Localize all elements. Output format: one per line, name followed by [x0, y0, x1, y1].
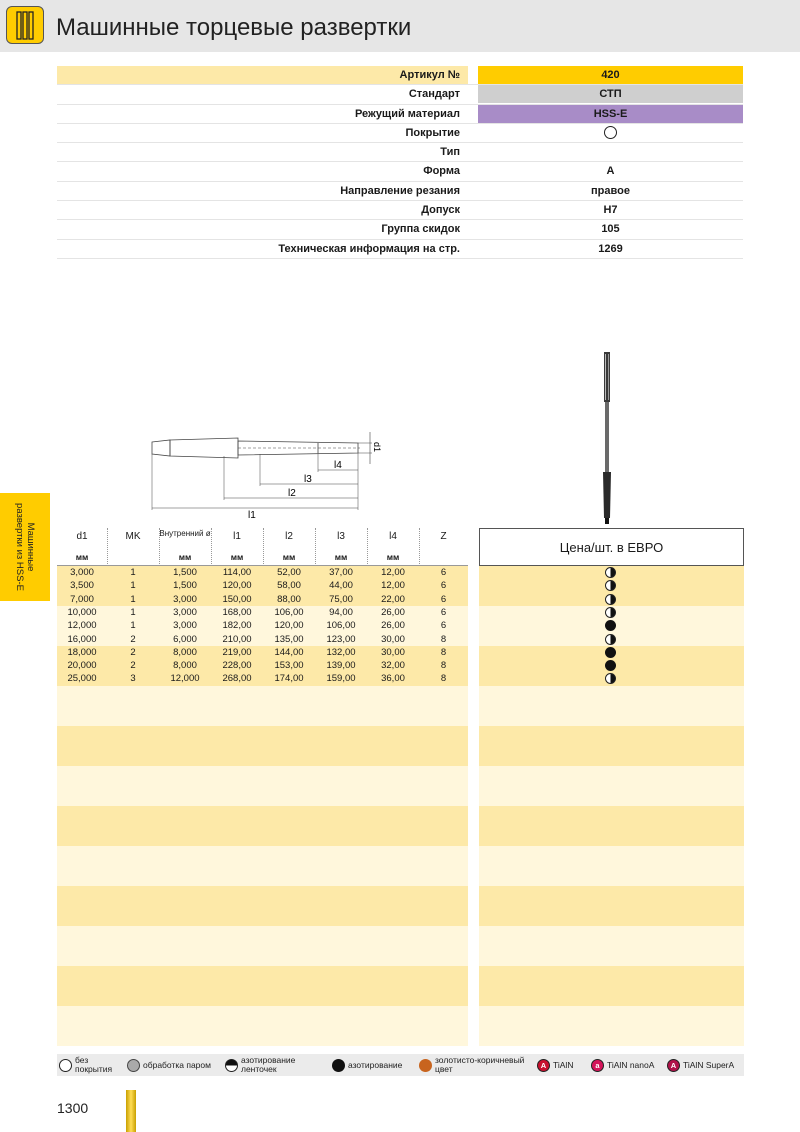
- legend-label: TiAlN nanoA: [607, 1059, 655, 1070]
- table-cell: 8,000: [173, 646, 197, 658]
- spec-label: Покрытие: [405, 126, 460, 139]
- unit-cell: [107, 548, 159, 565]
- table-cell: 3: [130, 673, 136, 685]
- tialn-icon: A: [537, 1059, 550, 1072]
- table-cell: 12,000: [170, 673, 200, 685]
- row-band: [57, 846, 468, 886]
- table-row: [57, 593, 468, 606]
- table-row: [57, 619, 468, 632]
- table-cell: 3,000: [70, 567, 94, 578]
- page-header: [0, 0, 800, 52]
- coating-legend: [57, 1054, 744, 1076]
- col-z: Z: [440, 531, 447, 542]
- table-cell: 135,00: [274, 633, 304, 645]
- table-cell: 228,00: [222, 660, 252, 672]
- dim-label-d1: d1: [372, 442, 382, 453]
- partial-stock-icon: [605, 580, 616, 591]
- table-cell: 22,00: [381, 593, 405, 605]
- price-band: [479, 886, 744, 926]
- table-cell: 12,00: [381, 567, 405, 578]
- table-cell: 16,000: [67, 633, 97, 645]
- legend-label: без покрытия: [75, 1055, 113, 1074]
- price-body: [479, 566, 744, 1046]
- table-cell: 210,00: [222, 633, 252, 645]
- section-tab[interactable]: [0, 493, 50, 601]
- table-cell: 8,000: [173, 660, 197, 672]
- in-stock-icon: [605, 647, 616, 658]
- spec-row-form: [57, 162, 743, 181]
- spec-label: Допуск: [421, 204, 460, 217]
- price-row[interactable]: [479, 646, 744, 659]
- partial-stock-icon: [605, 594, 616, 605]
- table-cell: 3,000: [173, 606, 197, 618]
- table-cell: 44,00: [329, 580, 353, 592]
- table-cell: 6,000: [173, 633, 197, 645]
- spec-row-direction: [57, 182, 743, 201]
- spec-value: А: [606, 165, 615, 178]
- band-nitriding-icon: [225, 1059, 238, 1072]
- legend-label: азотирование: [348, 1059, 403, 1070]
- legend-item-tialn: [537, 1054, 573, 1076]
- table-cell: 1,500: [173, 567, 197, 578]
- price-band: [479, 766, 744, 806]
- section-tab-label: Машинные развертки из HSS-E: [14, 503, 36, 591]
- table-cell: 174,00: [274, 673, 304, 685]
- table-header: [57, 528, 468, 548]
- table-cell: 2: [130, 660, 136, 672]
- table-cell: 58,00: [277, 580, 301, 592]
- table-cell: 20,000: [67, 660, 97, 672]
- dim-label-l1: l1: [248, 510, 256, 521]
- table-cell: 150,00: [222, 593, 252, 605]
- table-cell: 2: [130, 646, 136, 658]
- table-cell: 6: [440, 580, 447, 592]
- price-band: [479, 1006, 744, 1046]
- spec-value: 1269: [598, 242, 623, 255]
- table-cell: 268,00: [222, 673, 252, 685]
- table-cell: 1: [130, 620, 136, 632]
- dimensions-table: [57, 528, 468, 1046]
- table-cell: 1: [130, 606, 136, 618]
- unit-cell: мм: [282, 552, 296, 562]
- price-band: [479, 926, 744, 966]
- table-cell: 219,00: [222, 646, 252, 658]
- row-band: [57, 966, 468, 1006]
- price-band: [479, 686, 744, 726]
- col-inner: Внутренний ø: [159, 529, 211, 538]
- no-coating-icon: [59, 1059, 72, 1072]
- price-row[interactable]: [479, 579, 744, 592]
- spec-value: правое: [591, 184, 630, 197]
- no-coating-icon: [604, 126, 617, 139]
- price-row[interactable]: [479, 659, 744, 672]
- spec-label: Артикул №: [57, 66, 468, 84]
- price-band: [479, 966, 744, 1006]
- price-column: [479, 528, 744, 1046]
- partial-stock-icon: [605, 634, 616, 645]
- price-row[interactable]: [479, 619, 744, 632]
- price-band: [479, 726, 744, 766]
- table-cell: 36,00: [381, 673, 405, 685]
- partial-stock-icon: [605, 607, 616, 618]
- table-cell: 144,00: [274, 646, 304, 658]
- table-cell: 25,000: [67, 673, 97, 685]
- table-cell: 168,00: [222, 606, 252, 618]
- spec-row-tolerance: [57, 201, 743, 220]
- table-cell: 94,00: [329, 606, 353, 618]
- table-cell: 12,00: [381, 580, 405, 592]
- table-cell: 1: [130, 580, 136, 592]
- col-l2: l2: [285, 531, 293, 542]
- col-l1: l1: [233, 531, 241, 542]
- table-row: [57, 633, 468, 646]
- price-row[interactable]: [479, 593, 744, 606]
- row-band: [57, 886, 468, 926]
- legend-item-band: [225, 1054, 295, 1076]
- legend-item-none: [59, 1054, 112, 1076]
- spec-row-techinfo: [57, 240, 743, 259]
- spec-row-coating: [57, 124, 743, 143]
- table-cell: 88,00: [277, 593, 301, 605]
- page-bar: [126, 1090, 136, 1132]
- table-cell: 159,00: [326, 673, 356, 685]
- table-cell: 8: [440, 646, 447, 658]
- table-cell: 7,000: [70, 593, 94, 605]
- table-cell: 153,00: [274, 660, 304, 672]
- price-band: [479, 846, 744, 886]
- legend-label: обработка паром: [143, 1059, 211, 1070]
- price-row[interactable]: [479, 566, 744, 579]
- spec-row-material: [57, 105, 743, 124]
- table-cell: 6: [440, 593, 447, 605]
- table-cell: 26,00: [381, 620, 405, 632]
- table-row: [57, 579, 468, 592]
- table-row: [57, 566, 468, 579]
- price-row[interactable]: [479, 672, 744, 685]
- row-band: [57, 766, 468, 806]
- table-cell: 10,000: [67, 606, 97, 618]
- row-band: [57, 726, 468, 766]
- price-row[interactable]: [479, 606, 744, 619]
- nitriding-icon: [332, 1059, 345, 1072]
- in-stock-icon: [605, 620, 616, 631]
- spec-value: СТП: [478, 85, 743, 103]
- legend-item-steam: [127, 1054, 211, 1076]
- spec-label: Стандарт: [408, 88, 460, 101]
- table-cell: 139,00: [326, 660, 356, 672]
- spec-row-article: [57, 66, 743, 85]
- table-cell: 6: [440, 620, 447, 632]
- table-row: [57, 606, 468, 619]
- spec-value: [478, 143, 743, 161]
- table-cell: 75,00: [329, 593, 353, 605]
- in-stock-icon: [605, 660, 616, 671]
- row-band: [57, 926, 468, 966]
- table-cell: 106,00: [326, 620, 356, 632]
- page-number: 1300: [57, 1100, 89, 1116]
- spec-label: Форма: [423, 165, 460, 178]
- table-cell: 18,000: [67, 646, 97, 658]
- table-cell: 106,00: [274, 606, 304, 618]
- unit-cell: мм: [75, 552, 89, 562]
- table-cell: 8: [440, 660, 447, 672]
- legend-label: TiAlN: [553, 1059, 574, 1070]
- price-band: [479, 806, 744, 846]
- table-cell: 3,000: [173, 620, 197, 632]
- table-cell: 123,00: [326, 633, 356, 645]
- table-row: [57, 659, 468, 672]
- col-d1: d1: [76, 531, 88, 542]
- table-cell: 30,00: [381, 633, 405, 645]
- spec-table: [57, 66, 743, 259]
- reamer-photo: [596, 352, 618, 524]
- table-row: [57, 646, 468, 659]
- price-header: Цена/шт. в ЕВРО: [479, 528, 744, 566]
- spec-value: HSS-E: [478, 105, 743, 123]
- legend-item-nitr: [332, 1054, 402, 1076]
- table-cell: 182,00: [222, 620, 252, 632]
- spec-value: 105: [601, 223, 620, 236]
- gold-coating-icon: [419, 1059, 432, 1072]
- col-mk: MK: [125, 531, 141, 542]
- table-cell: 132,00: [326, 646, 356, 658]
- partial-stock-icon: [605, 567, 616, 578]
- spec-label: Направление резания: [340, 184, 460, 197]
- table-cell: 3,000: [173, 593, 197, 605]
- legend-item-tialn-nano: [591, 1054, 654, 1076]
- unit-cell: мм: [230, 552, 244, 562]
- dim-label-l4: l4: [334, 460, 342, 471]
- table-cell: 2: [130, 633, 136, 645]
- legend-item-gold: [419, 1054, 524, 1076]
- table-cell: 12,000: [67, 620, 97, 632]
- table-cell: 32,00: [381, 660, 405, 672]
- unit-cell: [419, 548, 468, 565]
- spec-value: H7: [603, 204, 618, 217]
- table-row: [57, 672, 468, 685]
- spec-value: 420: [478, 66, 743, 84]
- legend-item-tialn-super: [667, 1054, 734, 1076]
- spec-row-standard: [57, 85, 743, 104]
- legend-label: золотисто-коричневый цвет: [435, 1055, 525, 1074]
- spec-row-type: [57, 143, 743, 162]
- table-cell: 30,00: [381, 646, 405, 658]
- col-l3: l3: [337, 531, 345, 542]
- spec-label: Тип: [440, 146, 460, 159]
- table-cell: 8: [440, 673, 447, 685]
- partial-stock-icon: [605, 673, 616, 684]
- reamer-drawing: [148, 428, 382, 521]
- table-cell: 26,00: [381, 606, 405, 618]
- tialn-super-icon: A: [667, 1059, 680, 1072]
- col-l4: l4: [389, 531, 397, 542]
- table-cell: 6: [440, 606, 447, 618]
- table-cell: 6: [440, 567, 447, 578]
- unit-cell: мм: [178, 552, 192, 562]
- table-cell: 1,500: [173, 580, 197, 592]
- row-band: [57, 806, 468, 846]
- tialn-nano-icon: a: [591, 1059, 604, 1072]
- table-body: [57, 566, 468, 1046]
- table-cell: 114,00: [222, 567, 252, 578]
- unit-cell: мм: [334, 552, 348, 562]
- steam-treatment-icon: [127, 1059, 140, 1072]
- spec-label: Техническая информация на стр.: [278, 242, 460, 255]
- reamer-icon: [6, 6, 44, 44]
- table-cell: 1: [130, 593, 136, 605]
- spec-label: Группа скидок: [381, 223, 460, 236]
- table-cell: 120,00: [274, 620, 304, 632]
- unit-cell: мм: [386, 552, 400, 562]
- table-cell: 37,00: [329, 567, 353, 578]
- row-band: [57, 686, 468, 726]
- legend-label: TiAlN SuperA: [683, 1059, 735, 1070]
- spec-row-discount: [57, 220, 743, 239]
- table-cell: 1: [130, 567, 136, 578]
- row-band: [57, 1006, 468, 1046]
- spec-value: [478, 124, 743, 142]
- table-cell: 52,00: [277, 567, 301, 578]
- dim-label-l2: l2: [288, 488, 296, 499]
- spec-label: Режущий материал: [354, 107, 460, 120]
- table-cell: 3,500: [70, 580, 94, 592]
- table-units: [57, 548, 468, 566]
- legend-label: азотирование ленточек: [241, 1055, 296, 1074]
- page-title: Машинные торцевые развертки: [56, 14, 412, 41]
- dim-label-l3: l3: [304, 474, 312, 485]
- table-cell: 120,00: [222, 580, 252, 592]
- price-row[interactable]: [479, 633, 744, 646]
- table-cell: 8: [440, 633, 447, 645]
